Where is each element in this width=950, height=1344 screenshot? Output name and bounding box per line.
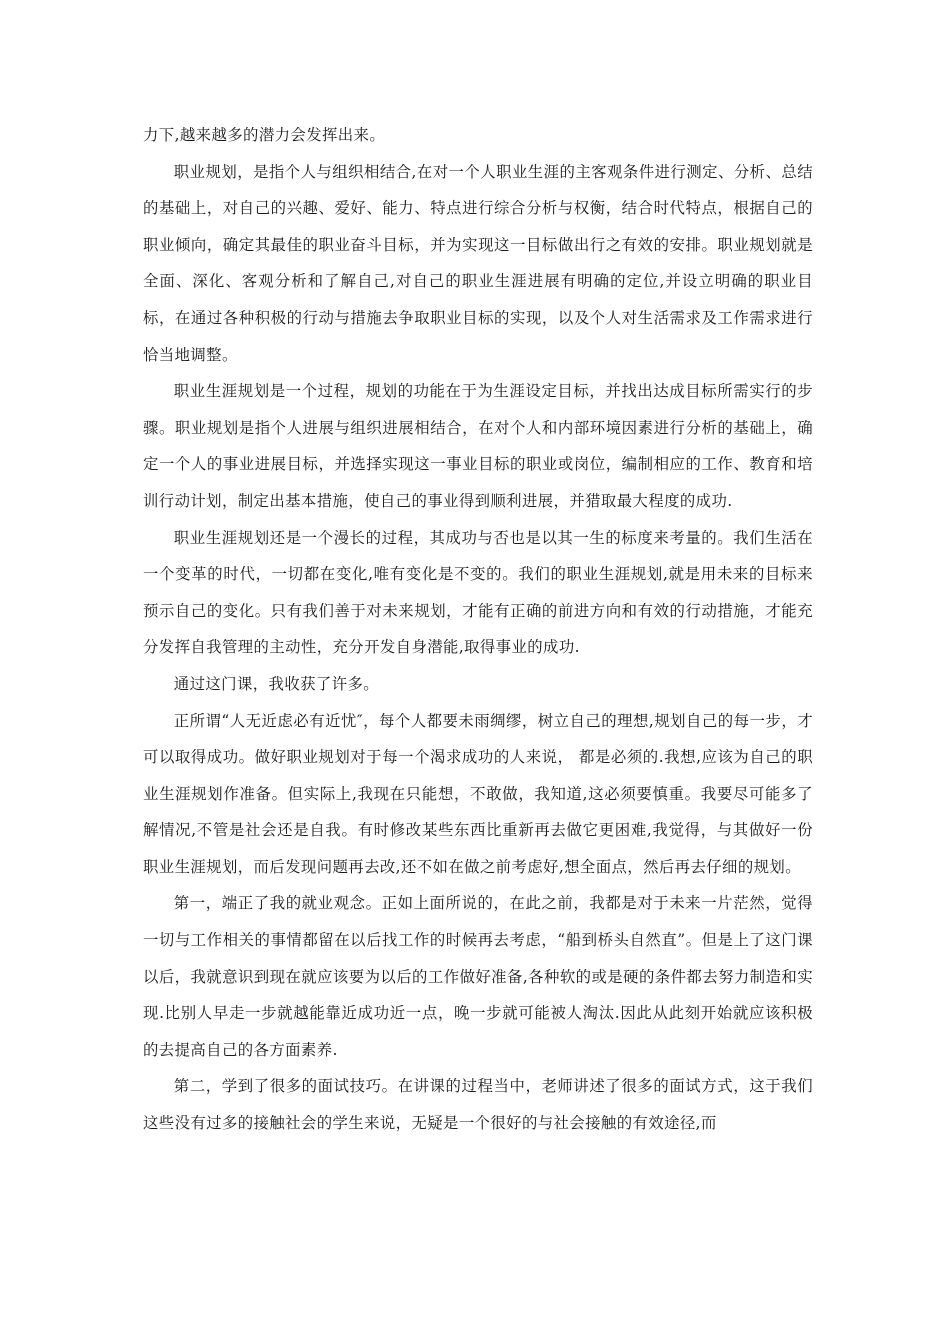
document-page — [143, 117, 813, 1142]
paragraph-long-process: 职业生涯规划还是一个漫长的过程，其成功与否也是以其一生的标度来考量的。我们生活在一个变革的时代，一切都在变化,唯有变化是不变的。我们的职业生涯规划,就是用未来的目标来预示自己的变化。只有我们善于对未来规划，才能有正确的前进方向和有效的行动措施，才能充分发挥自我管理的主动性，充分开发自身潜能,取得事业的成功. — [143, 528, 813, 657]
paragraph-career-planning-definition: 职业规划，是指个人与组织相结合,在对一个人职业生涯的主客观条件进行测定、分析、总结的基础上，对自己的兴趣、爱好、能力、特点进行综合分析与权衡，结合时代特点，根据自己的职业倾向，确定其最佳的职业奋斗目标，并为实现这一目标做出行之有效的安排。职业规划就是全面、深化、客观分析和了解自己,对自己的职业生涯进展有明确的定位,并设立明确的职业目标，在通过各种积极的行动与措施去争取职业目标的实现，以及个人对生活需求及工作需求进行恰当地调整。 — [143, 162, 813, 364]
paragraph-second-point: 第二，学到了很多的面试技巧。在讲课的过程当中，老师讲述了很多的面试方式，这于我们这些没有过多的接触社会的学生来说，无疑是一个很好的与社会接触的有效途径,而 — [143, 1077, 813, 1133]
paragraph-proverb: 正所谓“人无近虑必有近忧″，每个人都要未雨绸缪，树立自己的理想,规划自己的每一步，才可以取得成功。做好职业规划对于每一个渴求成功的人来说， 都是必须的.我想,应该为自己的职业生涯规划作准备。但实际上,我现在只能想，不敢做，我知道,这必须要慎重。我要尽可能多了解情况,不管是社会还是自我。有时修改某些东西比重新再去做它更困难,我觉得，与其做好一份职业生涯规划，而后发现问题再去改,还不如在做之前考虑好,想全面点，然后再去仔细的规划。 — [143, 711, 813, 876]
paragraph-gains: 通过这门课，我收获了许多。 — [173, 674, 380, 693]
paragraph-continuation: 力下,越来越多的潜力会发挥出来。 — [143, 126, 386, 144]
paragraph-career-process: 职业生涯规划是一个过程，规划的功能在于为生涯设定目标，并找出达成目标所需实行的步骤。职业规划是指个人进展与组织进展相结合，在对个人和内部环境因素进行分析的基础上，确定一个人的事业进展目标，并选择实现这一事业目标的职业或岗位，编制相应的工作、教育和培训行动计划，制定出基本措施，使自己的事业得到顺利进展，并猎取最大程度的成功. — [143, 382, 813, 510]
paragraph-first-point: 第一，端正了我的就业观念。正如上面所说的，在此之前，我都是对于未来一片茫然，觉得一切与工作相关的事情都留在以后找工作的时候再去考虑，“船到桥头自然直”。但是上了这门课以后，我就意识到现在就应该要为以后的工作做好准备,各种软的或是硬的条件都去努力制造和实现.比别人早走一步就越能靠近成功近一点，晚一步就可能被人淘汰.因此从此刻开始就应该积极的去提高自己的各方面素养. — [143, 894, 813, 1059]
